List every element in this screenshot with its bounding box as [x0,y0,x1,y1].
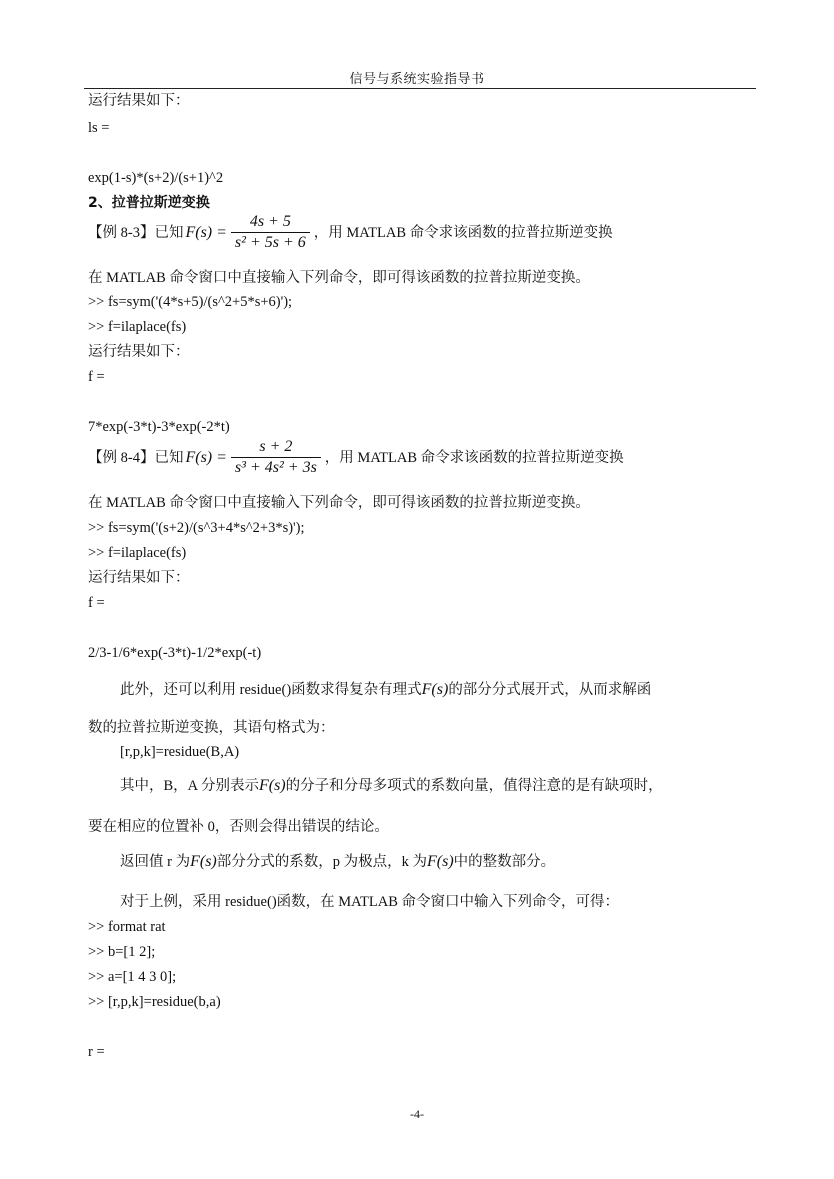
command-line: >> f=ilaplace(fs) [88,545,187,561]
f-label: f = [88,369,105,385]
text-run: 中的整数部分。 [453,854,556,870]
text-run: 此外，还可以利用 residue()函数求得复杂有理式 [120,682,422,698]
residue-paragraph-2 [120,777,663,795]
fraction-numerator: 4s + 5 [249,213,291,230]
text-run: 其中，B，A 分别表示 [120,778,259,794]
header-title: 信号与系统实验指导书 [349,71,485,86]
function-symbol: F(s) [427,853,454,870]
text-run: 部分分式的系数，p 为极点，k 为 [216,854,427,870]
ls-label: ls = [88,120,110,136]
example-tag: 【例 8-4】已知 [88,449,184,466]
function-symbol: F(s) = [185,448,227,466]
section-heading: 2、拉普拉斯逆变换 [88,195,210,211]
result-intro: 运行结果如下： [88,344,190,360]
function-symbol: F(s) [258,777,286,794]
text-run: 返回值 r 为 [120,854,191,870]
fraction-denominator: s² + 5s + 6 [231,232,310,252]
function-symbol: F(s) [421,681,449,698]
example-tag: 【例 8-3】已知 [88,224,184,241]
fraction-numerator: s + 2 [259,438,293,455]
f-label: f = [88,595,105,611]
command-line: >> fs=sym('(s+2)/(s^3+4*s^2+3*s)'); [88,520,305,536]
residue-paragraph-3 [120,853,555,871]
example-8-3 [88,213,613,252]
residue-paragraph-2-cont: 要在相应的位置补 0，否则会得出错误的结论。 [88,819,389,835]
f-value: 2/3-1/6*exp(-3*t)-1/2*exp(-t) [88,645,262,661]
function-symbol: F(s) [190,853,217,870]
ls-value: exp(1-s)*(s+2)/(s+1)^2 [88,170,224,186]
instruction-text: 在 MATLAB 命令窗口中直接输入下列命令，即可得该函数的拉普拉斯逆变换。 [88,270,590,286]
fraction [231,213,310,252]
result-intro: 运行结果如下： [88,93,190,109]
example-tail: ，用 MATLAB 命令求该函数的拉普拉斯逆变换 [313,224,613,241]
text-run: 的部分分式展开式，从而求解函 [448,682,652,698]
command-line: >> [r,p,k]=residue(b,a) [88,994,221,1010]
function-symbol: F(s) = [185,223,227,241]
command-line: >> f=ilaplace(fs) [88,319,187,335]
result-intro: 运行结果如下： [88,570,190,586]
instruction-text: 在 MATLAB 命令窗口中直接输入下列命令，即可得该函数的拉普拉斯逆变换。 [88,495,590,511]
residue-paragraph-4: 对于上例，采用 residue()函数，在 MATLAB 命令窗口中输入下列命令，可得： [120,894,620,910]
f-value: 7*exp(-3*t)-3*exp(-2*t) [88,419,230,435]
page-number: -4- [410,1107,424,1121]
residue-paragraph-1 [120,681,651,699]
syntax-line: [r,p,k]=residue(B,A) [120,744,240,760]
text-run: 的分子和分母多项式的系数向量，值得注意的是有缺项时， [285,778,663,794]
fraction [231,438,321,477]
command-line: >> b=[1 2]; [88,944,156,960]
header-rule [84,88,756,89]
example-tail: ，用 MATLAB 命令求该函数的拉普拉斯逆变换 [324,449,624,466]
r-label: r = [88,1044,105,1060]
residue-paragraph-1-cont: 数的拉普拉斯逆变换，其语句格式为： [88,720,335,736]
fraction-denominator: s³ + 4s² + 3s [231,457,321,477]
example-8-4 [88,438,624,477]
command-line: >> fs=sym('(4*s+5)/(s^2+5*s+6)'); [88,294,293,310]
command-line: >> a=[1 4 3 0]; [88,969,177,985]
command-line: >> format rat [88,919,166,935]
